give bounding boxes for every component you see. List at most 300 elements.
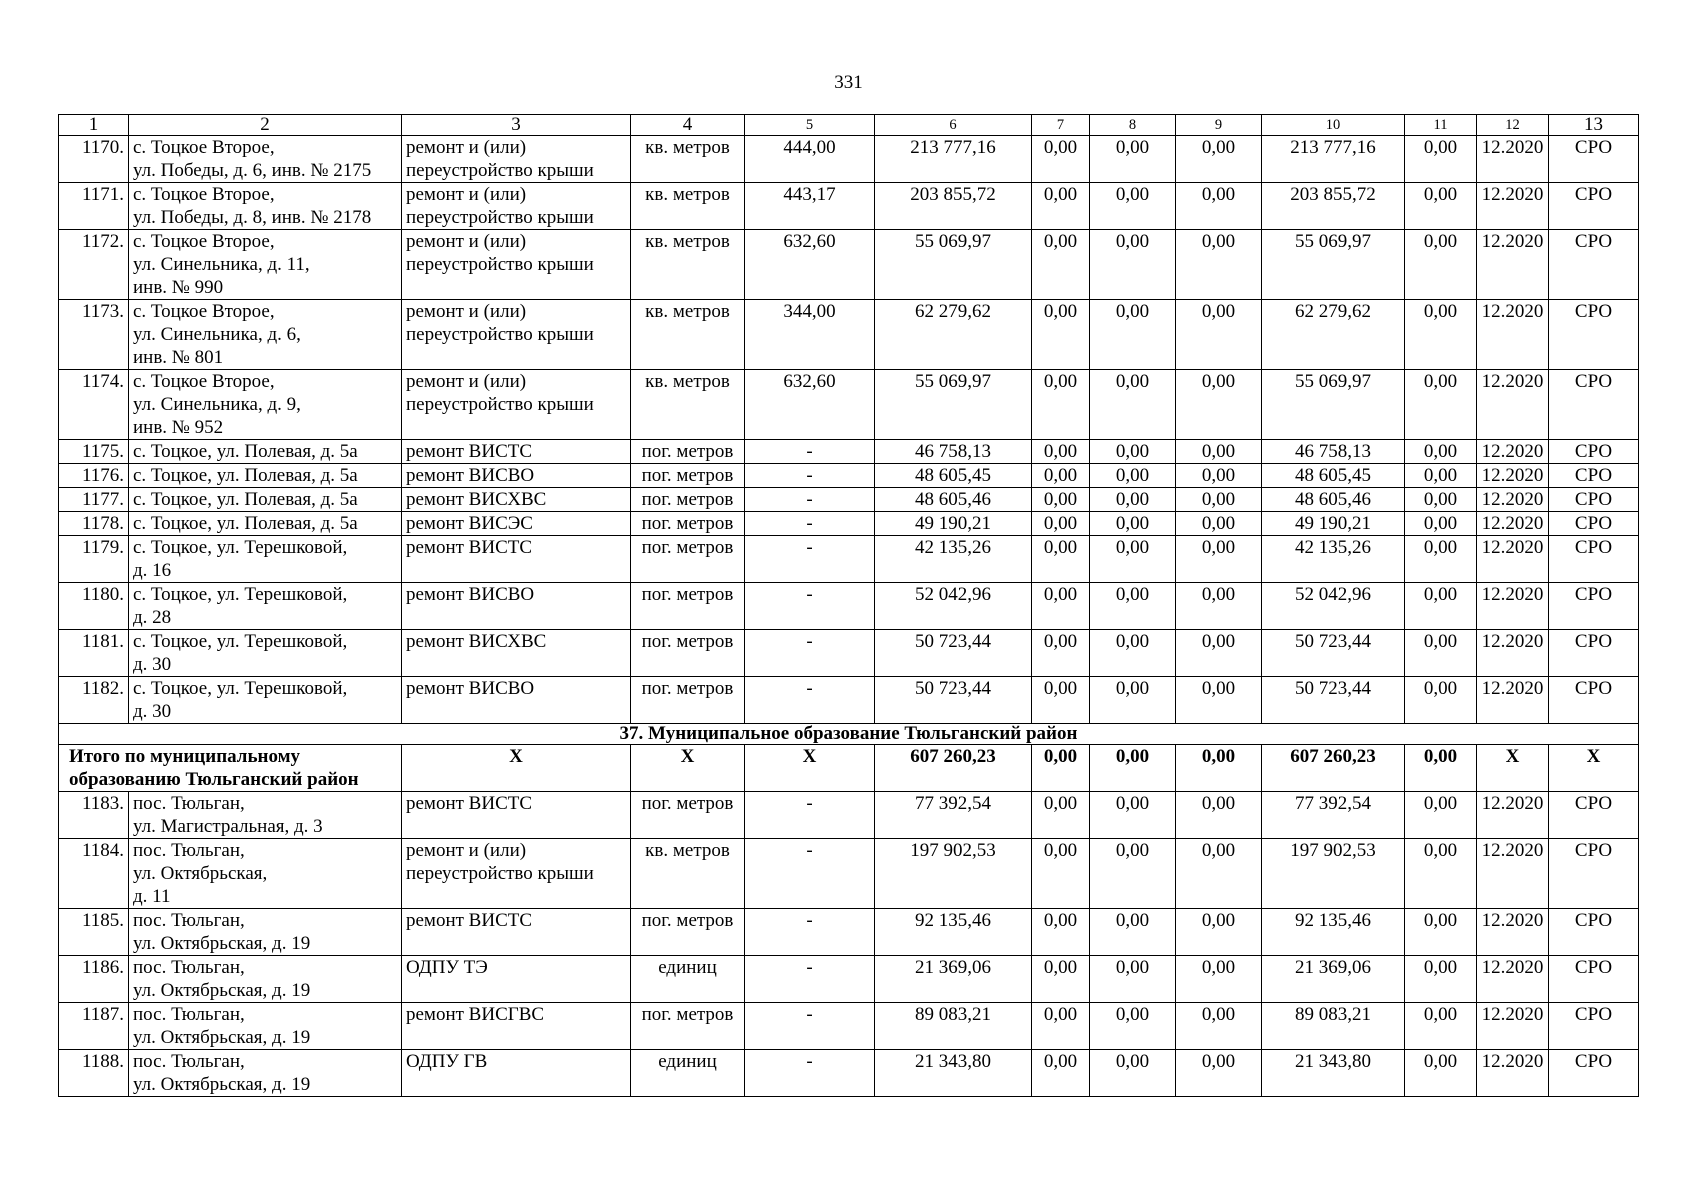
column-number: 4 xyxy=(631,115,745,136)
value-cell-c9: 0,00 xyxy=(1176,839,1262,909)
unit-cell: кв. метров xyxy=(631,300,745,370)
value-cell-c12: 12.2020 xyxy=(1477,440,1549,464)
row-number: 1181. xyxy=(59,630,129,677)
value-cell-c5: - xyxy=(745,583,875,630)
value-cell-c7: 0,00 xyxy=(1032,300,1090,370)
work-type-cell-line: ремонт ВИСТС xyxy=(406,910,533,931)
value-cell-c7: 0,00 xyxy=(1032,583,1090,630)
column-number: 7 xyxy=(1032,115,1090,136)
value-cell-c8: 0,00 xyxy=(1090,677,1176,724)
row-number: 1180. xyxy=(59,583,129,630)
value-cell-c5: - xyxy=(745,440,875,464)
value-cell-c8: 0,00 xyxy=(1090,440,1176,464)
unit-cell: пог. метров xyxy=(631,440,745,464)
row-number: 1182. xyxy=(59,677,129,724)
value-cell-c8: 0,00 xyxy=(1090,300,1176,370)
value-cell-c12: 12.2020 xyxy=(1477,792,1549,839)
work-type-cell xyxy=(402,792,631,839)
address-cell xyxy=(129,512,402,536)
value-cell-c13: СРО xyxy=(1549,512,1639,536)
column-number: 5 xyxy=(745,115,875,136)
work-type-cell-line: ремонт и (или) xyxy=(406,301,527,322)
value-cell-c7: 0,00 xyxy=(1032,536,1090,583)
value-cell-c5: - xyxy=(745,909,875,956)
column-number: 13 xyxy=(1549,115,1639,136)
value-cell-c9: 0,00 xyxy=(1176,1050,1262,1097)
row-number: 1170. xyxy=(59,136,129,183)
value-cell-c12: 12.2020 xyxy=(1477,583,1549,630)
value-cell-c11: 0,00 xyxy=(1405,370,1477,440)
address-cell-line: с. Тоцкое, ул. Полевая, д. 5а xyxy=(133,489,358,510)
address-cell xyxy=(129,630,402,677)
value-cell-c11: 0,00 xyxy=(1405,909,1477,956)
unit-cell: кв. метров xyxy=(631,839,745,909)
value-cell-c9: 0,00 xyxy=(1176,956,1262,1003)
address-cell xyxy=(129,677,402,724)
value-cell-c6: 46 758,13 xyxy=(875,440,1032,464)
value-cell-c12: 12.2020 xyxy=(1477,1050,1549,1097)
work-type-cell-line: ремонт ВИСВО xyxy=(406,678,535,699)
table-row xyxy=(59,230,1639,300)
value-cell-c10: 48 605,45 xyxy=(1262,464,1405,488)
unit-cell: пог. метров xyxy=(631,909,745,956)
value-cell-c7: 0,00 xyxy=(1032,1050,1090,1097)
table-row xyxy=(59,956,1639,1003)
value-cell-c11: 0,00 xyxy=(1405,839,1477,909)
value-cell-c6: 77 392,54 xyxy=(875,792,1032,839)
value-cell-c13: СРО xyxy=(1549,300,1639,370)
value-cell-c9: 0,00 xyxy=(1176,909,1262,956)
address-cell-line: с. Тоцкое, ул. Терешковой, xyxy=(133,584,348,605)
value-cell-c12: 12.2020 xyxy=(1477,630,1549,677)
total-row xyxy=(59,745,1639,792)
work-type-cell-line: ремонт ВИСЭС xyxy=(406,513,533,534)
table-row xyxy=(59,1003,1639,1050)
unit-cell: пог. метров xyxy=(631,536,745,583)
unit-cell: единиц xyxy=(631,956,745,1003)
value-cell-c8: 0,00 xyxy=(1090,909,1176,956)
work-type-cell-line: ремонт ВИСТС xyxy=(406,793,533,814)
value-cell-c12: 12.2020 xyxy=(1477,536,1549,583)
work-type-cell-line: переустройство крыши xyxy=(406,207,594,228)
value-cell-c9: 0,00 xyxy=(1176,536,1262,583)
value-cell-c11: 0,00 xyxy=(1405,230,1477,300)
table-row xyxy=(59,677,1639,724)
work-type-cell xyxy=(402,956,631,1003)
total-cell-c3: Х xyxy=(402,745,631,792)
value-cell-c5: - xyxy=(745,1003,875,1050)
value-cell-c6: 52 042,96 xyxy=(875,583,1032,630)
value-cell-c8: 0,00 xyxy=(1090,488,1176,512)
value-cell-c8: 0,00 xyxy=(1090,839,1176,909)
value-cell-c8: 0,00 xyxy=(1090,1003,1176,1050)
value-cell-c11: 0,00 xyxy=(1405,440,1477,464)
value-cell-c11: 0,00 xyxy=(1405,1003,1477,1050)
row-number: 1172. xyxy=(59,230,129,300)
value-cell-c7: 0,00 xyxy=(1032,370,1090,440)
total-label xyxy=(59,745,402,792)
unit-cell: единиц xyxy=(631,1050,745,1097)
address-cell-line: ул. Октябрьская, д. 19 xyxy=(133,933,311,954)
work-type-cell-line: ОДПУ ТЭ xyxy=(406,957,488,978)
value-cell-c12: 12.2020 xyxy=(1477,183,1549,230)
total-label-line: образованию Тюльганский район xyxy=(69,769,359,790)
value-cell-c5: - xyxy=(745,488,875,512)
table-row xyxy=(59,909,1639,956)
unit-cell: кв. метров xyxy=(631,370,745,440)
value-cell-c13: СРО xyxy=(1549,230,1639,300)
value-cell-c6: 197 902,53 xyxy=(875,839,1032,909)
address-cell-line: пос. Тюльган, xyxy=(133,1051,245,1072)
work-type-cell xyxy=(402,488,631,512)
value-cell-c5: 632,60 xyxy=(745,230,875,300)
address-cell-line: ул. Синельника, д. 6, xyxy=(133,324,301,345)
value-cell-c5: 344,00 xyxy=(745,300,875,370)
table-row xyxy=(59,183,1639,230)
value-cell-c8: 0,00 xyxy=(1090,464,1176,488)
value-cell-c8: 0,00 xyxy=(1090,183,1176,230)
value-cell-c7: 0,00 xyxy=(1032,512,1090,536)
value-cell-c11: 0,00 xyxy=(1405,488,1477,512)
value-cell-c7: 0,00 xyxy=(1032,1003,1090,1050)
address-cell xyxy=(129,909,402,956)
unit-cell: пог. метров xyxy=(631,464,745,488)
unit-cell: кв. метров xyxy=(631,230,745,300)
column-number: 10 xyxy=(1262,115,1405,136)
address-cell-line: пос. Тюльган, xyxy=(133,957,245,978)
address-cell-line: с. Тоцкое, ул. Полевая, д. 5а xyxy=(133,441,358,462)
column-number: 3 xyxy=(402,115,631,136)
row-number: 1186. xyxy=(59,956,129,1003)
value-cell-c9: 0,00 xyxy=(1176,464,1262,488)
value-cell-c7: 0,00 xyxy=(1032,440,1090,464)
address-cell-line: с. Тоцкое, ул. Полевая, д. 5а xyxy=(133,465,358,486)
address-cell xyxy=(129,440,402,464)
address-cell xyxy=(129,464,402,488)
value-cell-c7: 0,00 xyxy=(1032,677,1090,724)
address-cell xyxy=(129,583,402,630)
unit-cell: кв. метров xyxy=(631,183,745,230)
value-cell-c9: 0,00 xyxy=(1176,183,1262,230)
value-cell-c11: 0,00 xyxy=(1405,956,1477,1003)
value-cell-c13: СРО xyxy=(1549,136,1639,183)
work-type-cell-line: ремонт ВИСВО xyxy=(406,465,535,486)
value-cell-c7: 0,00 xyxy=(1032,792,1090,839)
row-number: 1173. xyxy=(59,300,129,370)
value-cell-c6: 48 605,45 xyxy=(875,464,1032,488)
address-cell xyxy=(129,1003,402,1050)
value-cell-c8: 0,00 xyxy=(1090,370,1176,440)
unit-cell: пог. метров xyxy=(631,1003,745,1050)
work-type-cell xyxy=(402,583,631,630)
table-row xyxy=(59,583,1639,630)
unit-cell: кв. метров xyxy=(631,136,745,183)
value-cell-c5: - xyxy=(745,677,875,724)
value-cell-c13: СРО xyxy=(1549,1050,1639,1097)
address-cell xyxy=(129,488,402,512)
section-heading-row xyxy=(59,724,1639,745)
total-cell-c9: 0,00 xyxy=(1176,745,1262,792)
work-type-cell-line: ремонт ВИСХВС xyxy=(406,489,547,510)
value-cell-c8: 0,00 xyxy=(1090,230,1176,300)
address-cell-line: с. Тоцкое, ул. Терешковой, xyxy=(133,631,348,652)
value-cell-c6: 92 135,46 xyxy=(875,909,1032,956)
table-row xyxy=(59,440,1639,464)
value-cell-c6: 62 279,62 xyxy=(875,300,1032,370)
address-cell-line: инв. № 801 xyxy=(133,347,224,368)
value-cell-c12: 12.2020 xyxy=(1477,839,1549,909)
row-number: 1174. xyxy=(59,370,129,440)
address-cell-line: с. Тоцкое, ул. Полевая, д. 5а xyxy=(133,513,358,534)
address-cell-line: ул. Октябрьская, xyxy=(133,863,268,884)
value-cell-c7: 0,00 xyxy=(1032,136,1090,183)
value-cell-c7: 0,00 xyxy=(1032,183,1090,230)
total-cell-c8: 0,00 xyxy=(1090,745,1176,792)
address-cell-line: д. 30 xyxy=(133,701,172,722)
unit-cell: пог. метров xyxy=(631,630,745,677)
value-cell-c13: СРО xyxy=(1549,464,1639,488)
value-cell-c10: 92 135,46 xyxy=(1262,909,1405,956)
page-number: 331 xyxy=(834,72,863,93)
address-cell-line: инв. № 952 xyxy=(133,417,224,438)
value-cell-c10: 55 069,97 xyxy=(1262,230,1405,300)
value-cell-c9: 0,00 xyxy=(1176,1003,1262,1050)
value-cell-c13: СРО xyxy=(1549,909,1639,956)
address-cell xyxy=(129,300,402,370)
address-cell-line: пос. Тюльган, xyxy=(133,910,245,931)
row-number: 1171. xyxy=(59,183,129,230)
address-cell-line: с. Тоцкое, ул. Терешковой, xyxy=(133,537,348,558)
column-number: 2 xyxy=(129,115,402,136)
address-cell-line: ул. Синельника, д. 9, xyxy=(133,394,301,415)
total-cell-c10: 607 260,23 xyxy=(1262,745,1405,792)
value-cell-c7: 0,00 xyxy=(1032,464,1090,488)
column-number-header xyxy=(59,115,1639,136)
value-cell-c10: 203 855,72 xyxy=(1262,183,1405,230)
value-cell-c10: 197 902,53 xyxy=(1262,839,1405,909)
value-cell-c6: 50 723,44 xyxy=(875,677,1032,724)
work-type-cell-line: ОДПУ ГВ xyxy=(406,1051,488,1072)
value-cell-c6: 55 069,97 xyxy=(875,230,1032,300)
unit-cell: пог. метров xyxy=(631,583,745,630)
work-type-cell xyxy=(402,1050,631,1097)
value-cell-c8: 0,00 xyxy=(1090,956,1176,1003)
value-cell-c10: 52 042,96 xyxy=(1262,583,1405,630)
address-cell-line: пос. Тюльган, xyxy=(133,793,245,814)
row-number: 1176. xyxy=(59,464,129,488)
row-number: 1185. xyxy=(59,909,129,956)
row-number: 1184. xyxy=(59,839,129,909)
value-cell-c11: 0,00 xyxy=(1405,630,1477,677)
value-cell-c13: СРО xyxy=(1549,536,1639,583)
total-cell-c12: Х xyxy=(1477,745,1549,792)
total-cell-c4: Х xyxy=(631,745,745,792)
value-cell-c6: 50 723,44 xyxy=(875,630,1032,677)
value-cell-c5: 632,60 xyxy=(745,370,875,440)
value-cell-c6: 42 135,26 xyxy=(875,536,1032,583)
value-cell-c5: - xyxy=(745,464,875,488)
value-cell-c9: 0,00 xyxy=(1176,136,1262,183)
row-number: 1178. xyxy=(59,512,129,536)
work-type-cell xyxy=(402,464,631,488)
address-cell xyxy=(129,183,402,230)
value-cell-c5: - xyxy=(745,630,875,677)
value-cell-c8: 0,00 xyxy=(1090,1050,1176,1097)
table-row xyxy=(59,370,1639,440)
address-cell-line: пос. Тюльган, xyxy=(133,1004,245,1025)
value-cell-c9: 0,00 xyxy=(1176,792,1262,839)
value-cell-c12: 12.2020 xyxy=(1477,512,1549,536)
value-cell-c5: - xyxy=(745,792,875,839)
value-cell-c6: 21 343,80 xyxy=(875,1050,1032,1097)
value-cell-c8: 0,00 xyxy=(1090,536,1176,583)
work-type-cell xyxy=(402,1003,631,1050)
address-cell-line: ул. Победы, д. 8, инв. № 2178 xyxy=(133,207,372,228)
work-type-cell-line: ремонт и (или) xyxy=(406,137,527,158)
value-cell-c10: 48 605,46 xyxy=(1262,488,1405,512)
value-cell-c7: 0,00 xyxy=(1032,839,1090,909)
address-cell xyxy=(129,230,402,300)
work-type-cell xyxy=(402,839,631,909)
work-type-cell-line: ремонт ВИСВО xyxy=(406,584,535,605)
value-cell-c12: 12.2020 xyxy=(1477,1003,1549,1050)
row-number: 1183. xyxy=(59,792,129,839)
address-cell-line: д. 28 xyxy=(133,607,172,628)
table-row xyxy=(59,839,1639,909)
value-cell-c5: - xyxy=(745,512,875,536)
value-cell-c10: 50 723,44 xyxy=(1262,630,1405,677)
address-cell-line: инв. № 990 xyxy=(133,277,224,298)
row-number: 1179. xyxy=(59,536,129,583)
value-cell-c6: 48 605,46 xyxy=(875,488,1032,512)
work-type-cell xyxy=(402,536,631,583)
row-number: 1187. xyxy=(59,1003,129,1050)
value-cell-c10: 55 069,97 xyxy=(1262,370,1405,440)
value-cell-c11: 0,00 xyxy=(1405,183,1477,230)
value-cell-c9: 0,00 xyxy=(1176,512,1262,536)
work-type-cell xyxy=(402,512,631,536)
column-number: 1 xyxy=(59,115,129,136)
address-cell-line: с. Тоцкое Второе, xyxy=(133,137,275,158)
value-cell-c10: 21 343,80 xyxy=(1262,1050,1405,1097)
value-cell-c12: 12.2020 xyxy=(1477,956,1549,1003)
address-cell xyxy=(129,792,402,839)
value-cell-c7: 0,00 xyxy=(1032,230,1090,300)
row-number: 1177. xyxy=(59,488,129,512)
work-type-cell-line: ремонт и (или) xyxy=(406,371,527,392)
total-cell-c13: Х xyxy=(1549,745,1639,792)
value-cell-c13: СРО xyxy=(1549,370,1639,440)
total-cell-c5: Х xyxy=(745,745,875,792)
repair-program-table xyxy=(58,114,1639,1097)
value-cell-c7: 0,00 xyxy=(1032,909,1090,956)
value-cell-c12: 12.2020 xyxy=(1477,230,1549,300)
value-cell-c5: - xyxy=(745,839,875,909)
value-cell-c13: СРО xyxy=(1549,630,1639,677)
column-number: 11 xyxy=(1405,115,1477,136)
address-cell xyxy=(129,1050,402,1097)
value-cell-c10: 62 279,62 xyxy=(1262,300,1405,370)
value-cell-c12: 12.2020 xyxy=(1477,136,1549,183)
address-cell xyxy=(129,536,402,583)
value-cell-c7: 0,00 xyxy=(1032,488,1090,512)
total-cell-c7: 0,00 xyxy=(1032,745,1090,792)
value-cell-c12: 12.2020 xyxy=(1477,488,1549,512)
table-row xyxy=(59,464,1639,488)
value-cell-c6: 21 369,06 xyxy=(875,956,1032,1003)
work-type-cell-line: ремонт ВИСТС xyxy=(406,441,533,462)
address-cell xyxy=(129,956,402,1003)
value-cell-c11: 0,00 xyxy=(1405,512,1477,536)
value-cell-c10: 42 135,26 xyxy=(1262,536,1405,583)
address-cell-line: д. 11 xyxy=(133,886,171,907)
value-cell-c5: - xyxy=(745,1050,875,1097)
work-type-cell-line: ремонт ВИСГВС xyxy=(406,1004,545,1025)
value-cell-c7: 0,00 xyxy=(1032,630,1090,677)
value-cell-c13: СРО xyxy=(1549,583,1639,630)
work-type-cell-line: переустройство крыши xyxy=(406,160,594,181)
value-cell-c13: СРО xyxy=(1549,440,1639,464)
address-cell-line: ул. Октябрьская, д. 19 xyxy=(133,1027,311,1048)
work-type-cell xyxy=(402,440,631,464)
value-cell-c13: СРО xyxy=(1549,488,1639,512)
value-cell-c5: - xyxy=(745,536,875,583)
unit-cell: пог. метров xyxy=(631,488,745,512)
value-cell-c13: СРО xyxy=(1549,956,1639,1003)
value-cell-c11: 0,00 xyxy=(1405,583,1477,630)
value-cell-c6: 55 069,97 xyxy=(875,370,1032,440)
value-cell-c11: 0,00 xyxy=(1405,1050,1477,1097)
value-cell-c10: 46 758,13 xyxy=(1262,440,1405,464)
row-number: 1188. xyxy=(59,1050,129,1097)
unit-cell: пог. метров xyxy=(631,512,745,536)
table-row xyxy=(59,536,1639,583)
row-number: 1175. xyxy=(59,440,129,464)
value-cell-c13: СРО xyxy=(1549,792,1639,839)
table-row xyxy=(59,1050,1639,1097)
value-cell-c6: 89 083,21 xyxy=(875,1003,1032,1050)
value-cell-c11: 0,00 xyxy=(1405,792,1477,839)
value-cell-c12: 12.2020 xyxy=(1477,370,1549,440)
value-cell-c12: 12.2020 xyxy=(1477,300,1549,370)
value-cell-c9: 0,00 xyxy=(1176,440,1262,464)
work-type-cell xyxy=(402,230,631,300)
unit-cell: пог. метров xyxy=(631,792,745,839)
work-type-cell xyxy=(402,630,631,677)
value-cell-c10: 21 369,06 xyxy=(1262,956,1405,1003)
column-number: 8 xyxy=(1090,115,1176,136)
address-cell-line: ул. Октябрьская, д. 19 xyxy=(133,980,311,1001)
value-cell-c6: 203 855,72 xyxy=(875,183,1032,230)
work-type-cell-line: переустройство крыши xyxy=(406,324,594,345)
value-cell-c13: СРО xyxy=(1549,1003,1639,1050)
work-type-cell xyxy=(402,300,631,370)
value-cell-c8: 0,00 xyxy=(1090,630,1176,677)
table-row xyxy=(59,512,1639,536)
work-type-cell xyxy=(402,183,631,230)
value-cell-c9: 0,00 xyxy=(1176,300,1262,370)
address-cell-line: с. Тоцкое Второе, xyxy=(133,371,275,392)
value-cell-c9: 0,00 xyxy=(1176,630,1262,677)
total-cell-c6: 607 260,23 xyxy=(875,745,1032,792)
value-cell-c13: СРО xyxy=(1549,839,1639,909)
address-cell-line: ул. Синельника, д. 11, xyxy=(133,254,310,275)
value-cell-c10: 50 723,44 xyxy=(1262,677,1405,724)
total-cell-c11: 0,00 xyxy=(1405,745,1477,792)
section-title: 37. Муниципальное образование Тюльганский район xyxy=(59,724,1639,745)
value-cell-c10: 77 392,54 xyxy=(1262,792,1405,839)
value-cell-c5: 443,17 xyxy=(745,183,875,230)
